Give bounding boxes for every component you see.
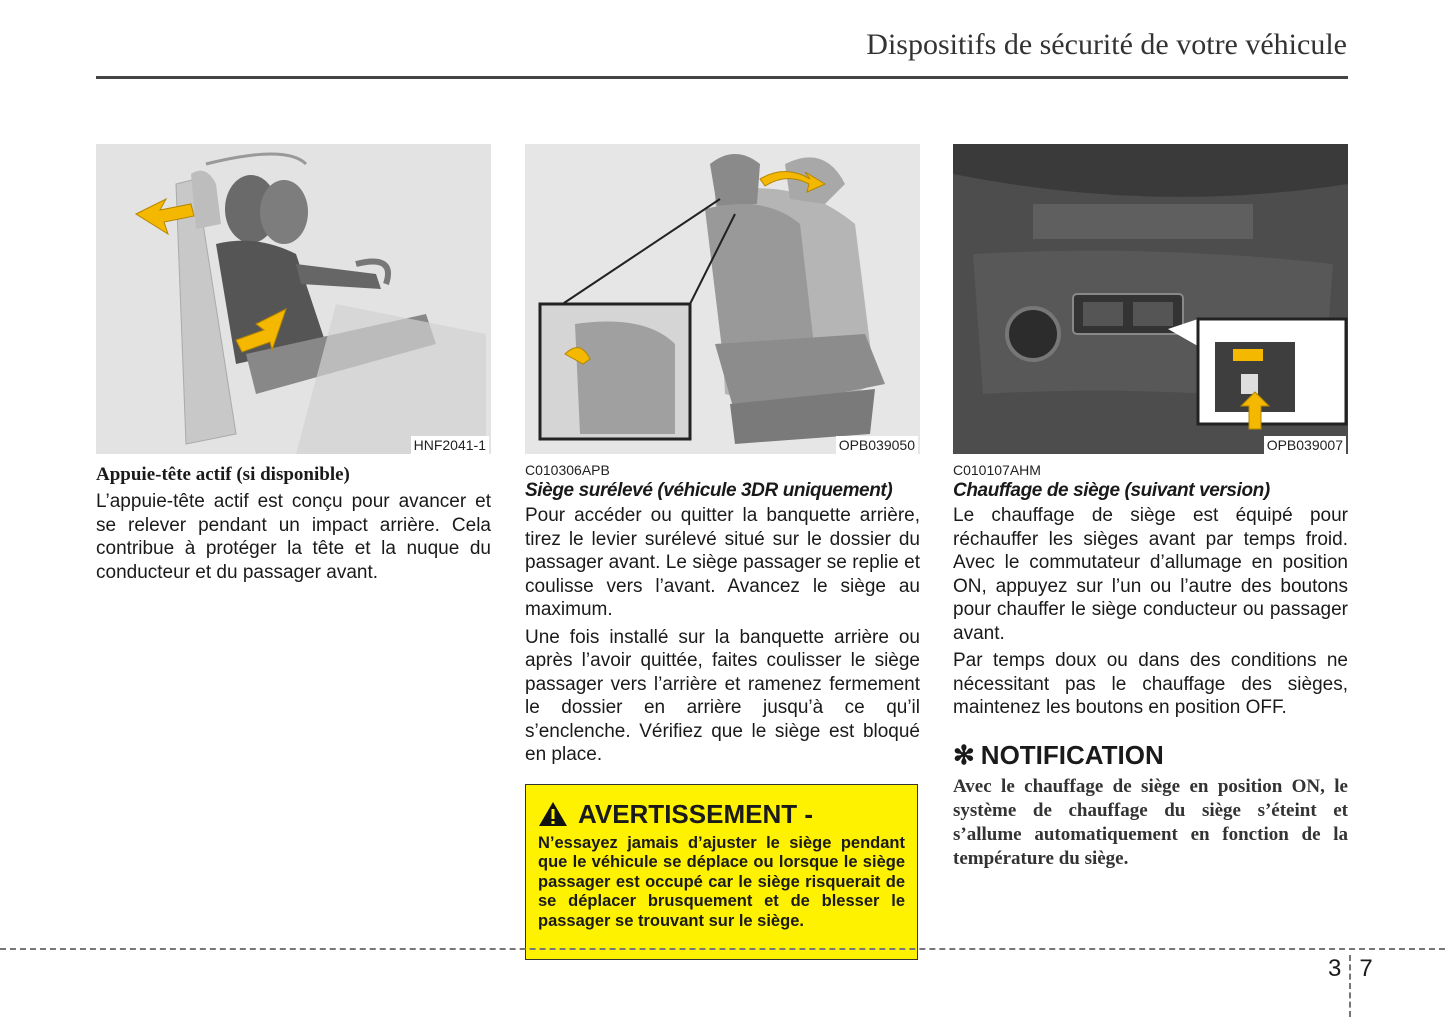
warning-title-text: AVERTISSEMENT - [578, 798, 813, 829]
notification-title-text: NOTIFICATION [980, 739, 1164, 770]
active-headrest-illustration [96, 144, 491, 454]
notification-title [953, 740, 1348, 771]
column-raised-seat [525, 144, 920, 960]
figure-active-headrest [96, 144, 491, 454]
body-text: L’appuie-tête actif est conçu pour avancer et se relever pendant un impact arrière. Cela contribue à protéger la tête et la nuque du conducteur et du passager avant. [96, 491, 491, 583]
body-text: Pour accéder ou quitter la banquette arrière, tirez le levier surélevé situé sur le dossier du passager avant. Le siège passager se replie et coulisse vers l’avant. Avancez le siège au maximum. [525, 505, 920, 620]
footer-rule [0, 948, 1445, 950]
section-heading: Chauffage de siège (suivant version) [953, 480, 1270, 501]
column-active-headrest [96, 144, 491, 584]
figure-code: OPB039050 [836, 436, 918, 454]
page-number-value: 7 [1359, 955, 1373, 982]
warning-triangle-icon [538, 801, 568, 827]
page-header-title: Dispositifs de sécurité de votre véhicule [866, 28, 1347, 61]
header-rule [96, 76, 1348, 79]
page-number [1328, 955, 1373, 1017]
reference-code: C010306APB [525, 462, 610, 478]
seat-heater-illustration [953, 144, 1348, 454]
notification-text: Avec le chauffage de siège en position ON, le système de chauffage du siège s’éteint et s’allume automatiquement en fonction de la température du siège. [953, 775, 1348, 869]
section-heading: Appuie-tête actif (si disponible) [96, 464, 350, 485]
figure-code: HNF2041-1 [411, 436, 489, 454]
notification-symbol: ✻ [953, 739, 975, 770]
body-text: Par temps doux ou dans des conditions ne nécessitant pas le chauffage des sièges, maintenez les boutons en position OFF. [953, 650, 1348, 718]
section-heading: Siège surélevé (véhicule 3DR uniquement) [525, 480, 893, 501]
page-number-separator [1349, 955, 1351, 1017]
figure-seat-heater [953, 144, 1348, 454]
warning-title [538, 799, 905, 830]
reference-code: C010107AHM [953, 462, 1041, 478]
raised-seat-illustration [525, 144, 920, 454]
body-text: Le chauffage de siège est équipé pour réchauffer les sièges avant par temps froid. Avec le commutateur d’allumage en position ON, appuyez sur l’un ou l’autre des boutons pour chauffer le siège conducteur ou passager avant. [953, 505, 1348, 644]
warning-box [525, 784, 918, 960]
figure-code: OPB039007 [1264, 436, 1346, 454]
chapter-number: 3 [1328, 955, 1342, 982]
body-text: Une fois installé sur la banquette arrière ou après l’avoir quittée, faites coulisser le siège passager vers l’arrière et ramenez fermement le dossier en arrière jusqu’à ce qu’il s’enclenche. Vérifiez que le siège est bloqué en place. [525, 626, 920, 765]
warning-text: N’essayez jamais d’ajuster le siège pendant que le véhicule se déplace ou lorsque le siège passager est occupé car le siège risquerait de se déplacer brusquement et de blesser le passager se trouvant sur le siège. [538, 833, 905, 930]
column-seat-heater [953, 144, 1348, 871]
figure-raised-seat [525, 144, 920, 454]
